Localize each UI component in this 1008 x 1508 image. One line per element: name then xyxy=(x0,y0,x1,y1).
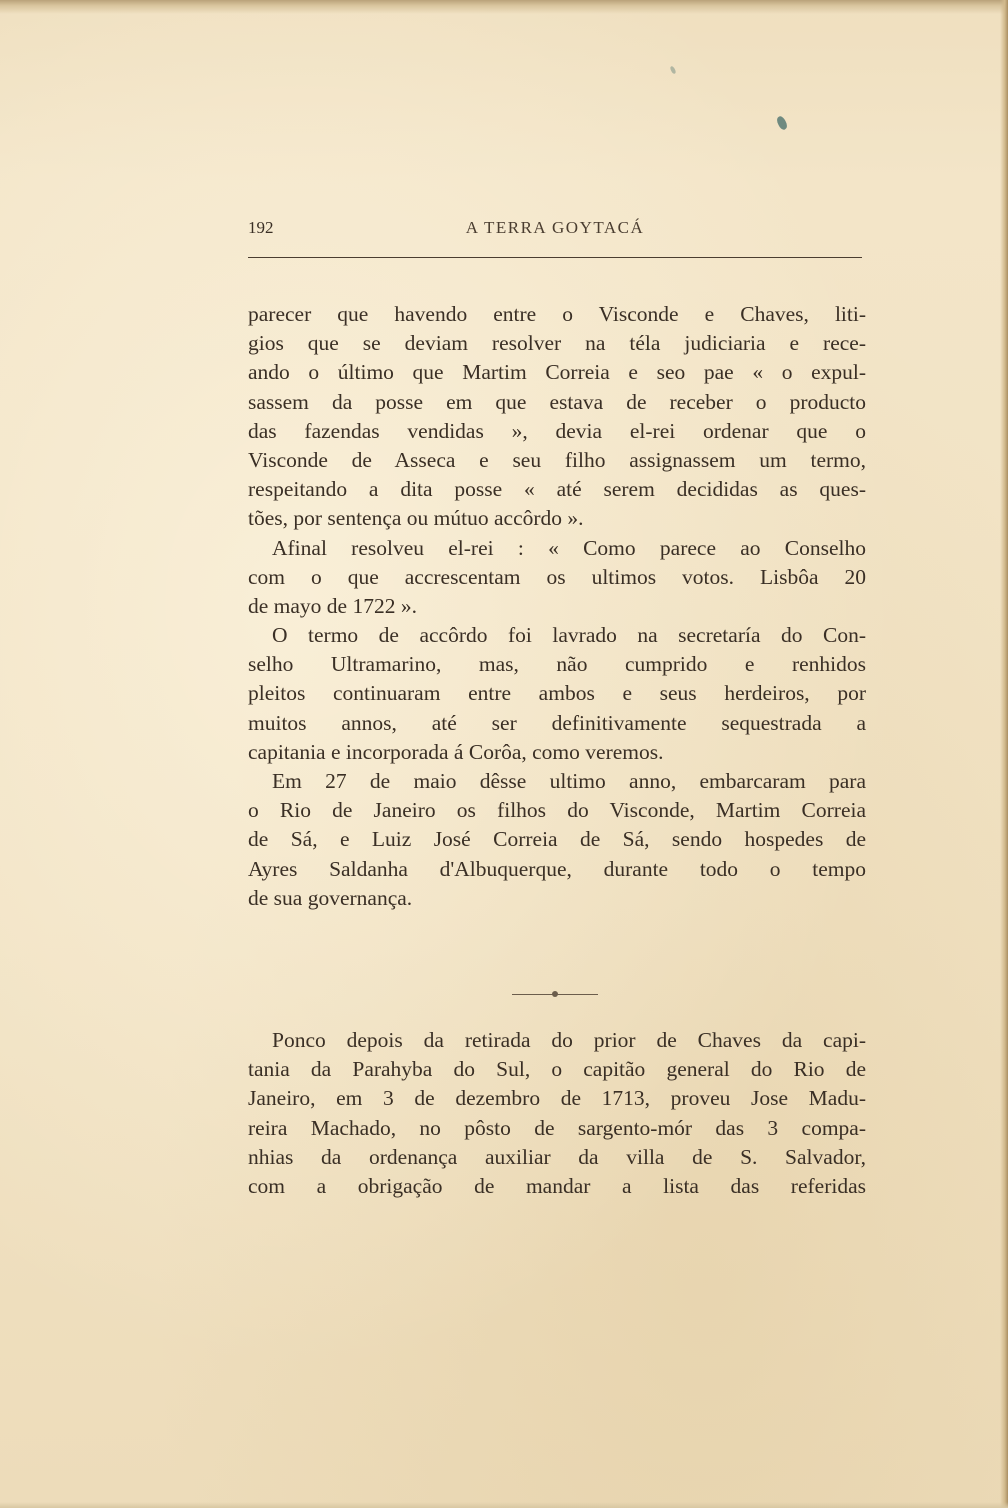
section-separator xyxy=(512,994,598,996)
page-right-edge xyxy=(1000,0,1008,1508)
body-section-2 xyxy=(248,1026,866,1201)
body-section-1 xyxy=(248,300,866,913)
text-line: de mayo de 1722 ». xyxy=(248,593,417,618)
text-line: o Rio de Janeiro os filhos do Visconde, Martim Correia xyxy=(248,798,866,823)
text-line: ando o último que Martim Correia e seo pae « o expul- xyxy=(248,360,866,385)
text-line: Ayres Saldanha d'Albuquerque, durante todo o tempo xyxy=(248,856,866,881)
page-header xyxy=(248,218,862,246)
text-line: Janeiro, em 3 de dezembro de 1713, proveu Jose Madu- xyxy=(248,1086,866,1111)
text-line: de sua governança. xyxy=(248,885,413,910)
separator-dot xyxy=(552,991,558,997)
text-line: tões, por sentença ou mútuo accôrdo ». xyxy=(248,506,584,531)
text-line: com o que accrescentam os ultimos votos. Lisbôa 20 xyxy=(248,564,866,589)
header-rule xyxy=(248,257,862,258)
page-bottom-edge xyxy=(0,1502,1008,1508)
text-line: gios que se deviam resolver na téla judiciaria e rece- xyxy=(248,331,866,356)
page-top-edge xyxy=(0,0,1008,14)
paper-stain xyxy=(669,66,676,75)
text-line: de Sá, e Luiz José Correia de Sá, sendo hospedes de xyxy=(248,827,866,852)
text-line: Em 27 de maio dêsse ultimo anno, embarcaram para xyxy=(272,769,866,793)
text-line: sassem da posse em que estava de receber o producto xyxy=(248,389,866,414)
text-line: capitania e incorporada á Corôa, como veremos. xyxy=(248,739,664,764)
text-line: muitos annos, até ser definitivamente sequestrada a xyxy=(248,710,866,735)
text-line: Ponco depois da retirada do prior de Chaves da capi- xyxy=(272,1028,866,1052)
text-line: tania da Parahyba do Sul, o capitão general do Rio de xyxy=(248,1057,866,1082)
text-line: das fazendas vendidas », devia el-rei ordenar que o xyxy=(248,418,866,443)
text-line: parecer que havendo entre o Visconde e Chaves, liti- xyxy=(248,302,866,326)
text-line: respeitando a dita posse « até serem decididas as ques- xyxy=(248,477,866,502)
running-title: A TERRA GOYTACÁ xyxy=(465,218,645,237)
text-line: pleitos continuaram entre ambos e seus herdeiros, por xyxy=(248,681,866,706)
text-line: Visconde de Asseca e seu filho assignassem um termo, xyxy=(248,447,866,472)
text-line: Afinal resolveu el-rei : « Como parece ao Conselho xyxy=(272,535,866,560)
paper-stain xyxy=(775,115,789,131)
text-line: com a obrigação de mandar a lista das referidas xyxy=(248,1173,866,1198)
text-line: reira Machado, no pôsto de sargento-mór das 3 compa- xyxy=(248,1115,866,1140)
text-line: selho Ultramarino, mas, não cumprido e renhidos xyxy=(248,652,866,677)
page-number: 192 xyxy=(248,218,274,237)
text-line: nhias da ordenança auxiliar da villa de S. Salvador, xyxy=(248,1144,866,1169)
text-line: O termo de accôrdo foi lavrado na secretaría do Con- xyxy=(272,623,866,648)
